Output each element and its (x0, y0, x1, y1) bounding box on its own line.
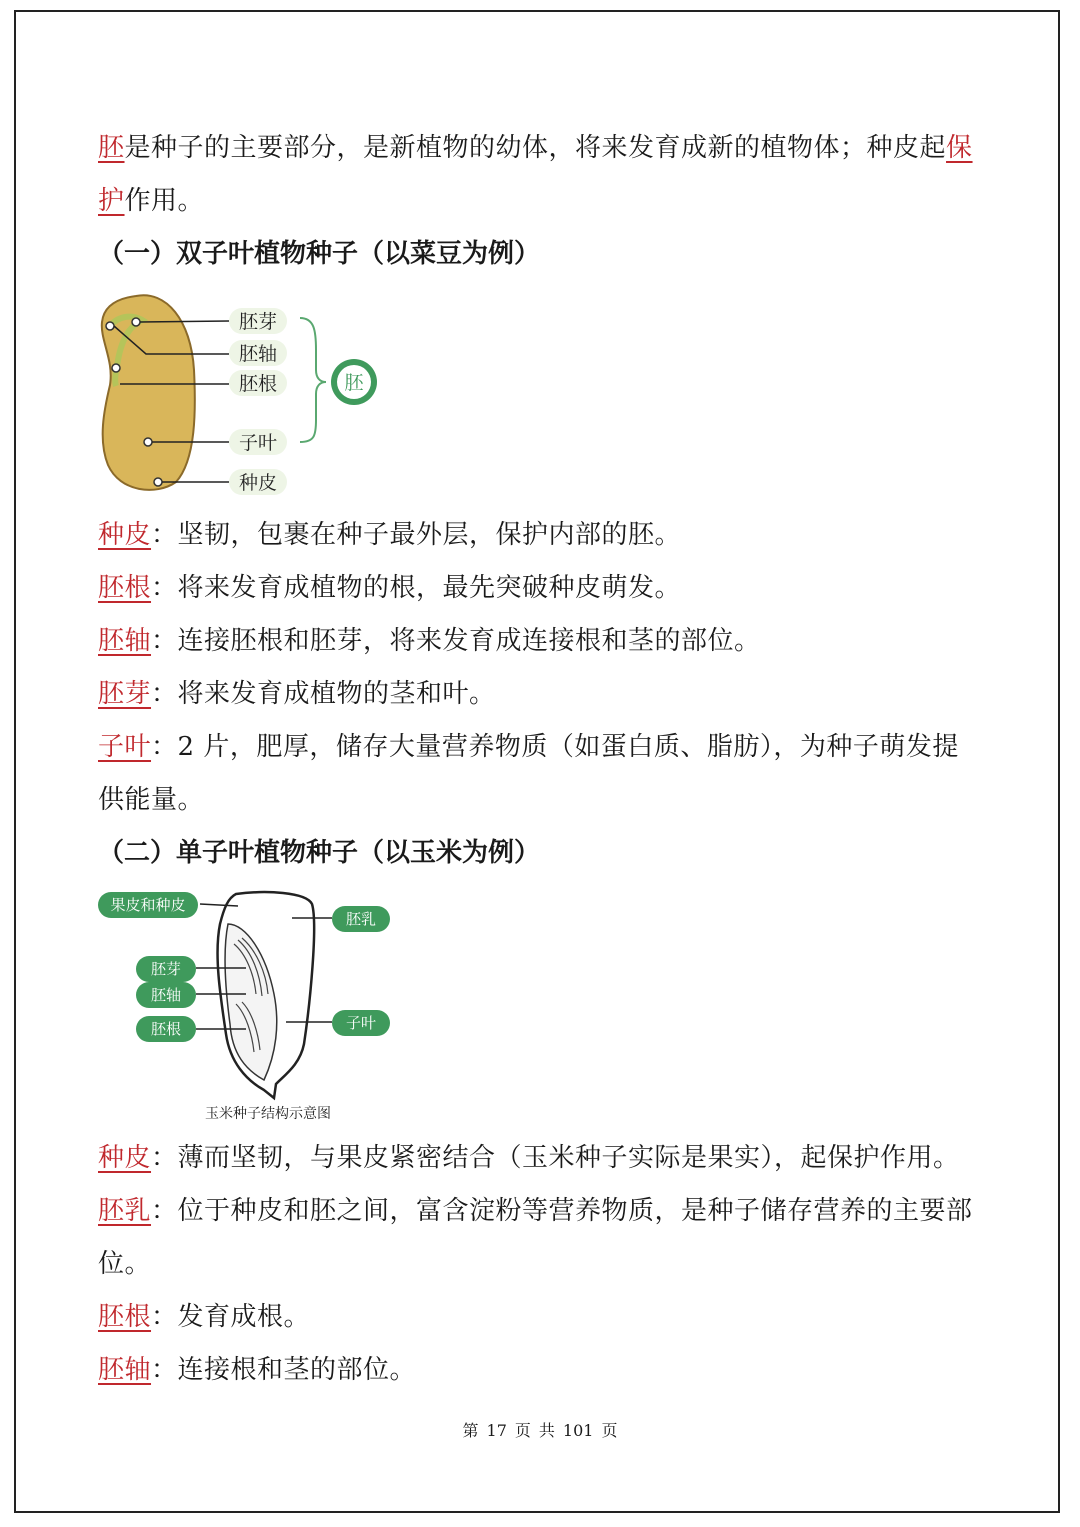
term-protect-b: 护 (98, 186, 125, 216)
svg-text:子叶: 子叶 (238, 432, 278, 454)
s1-item-cotyledon: 子叶：2 片，肥厚，储存大量营养物质（如蛋白质、脂肪），为种子萌发提 (98, 732, 959, 762)
embryo-brace (300, 318, 326, 442)
svg-text:胚根: 胚根 (150, 1020, 182, 1038)
bean-seed-body (102, 295, 195, 490)
bean-label-radicle (229, 370, 287, 396)
term-embryo: 胚 (98, 133, 125, 163)
svg-text:果皮和种皮: 果皮和种皮 (110, 896, 186, 914)
corn-label-axis (136, 982, 196, 1008)
svg-text:胚芽: 胚芽 (238, 311, 278, 333)
bean-label-cotyledon (229, 429, 287, 455)
s2-item-seed-coat: 种皮：薄而坚韧，与果皮紧密结合（玉米种子实际是果实），起保护作用。 (98, 1143, 960, 1173)
bean-label-axis (229, 340, 287, 366)
corn-label-radicle (136, 1016, 196, 1042)
page-footer: 第 17 页 共 101 页 (462, 1421, 618, 1440)
bean-label-coat (229, 469, 287, 495)
intro-line-2 (98, 181, 988, 221)
embryo-badge-label: 胚 (344, 372, 364, 394)
svg-text:胚轴: 胚轴 (150, 986, 182, 1004)
s2-item-radicle: 胚根：发育成根。 (98, 1302, 311, 1332)
s2-item-endosperm-cont: 位。 (98, 1249, 152, 1279)
intro-line-1 (98, 128, 988, 168)
bean-axis-dot (106, 322, 114, 330)
svg-text:胚根: 胚根 (238, 373, 278, 395)
bean-coat-dot (154, 478, 162, 486)
leader-plumule (140, 321, 229, 322)
page-number: 17 (486, 1421, 507, 1440)
bean-label-plumule (229, 308, 287, 334)
bean-seed-figure (96, 290, 396, 500)
corn-figure-caption: 玉米种子结构示意图 (205, 1106, 331, 1122)
svg-text:胚芽: 胚芽 (150, 960, 182, 978)
section2-heading: （二）单子叶植物种子（以玉米为例） (98, 838, 541, 868)
svg-text:子叶: 子叶 (345, 1014, 377, 1032)
s1-item-seed-coat: 种皮：坚韧，包裹在种子最外层，保护内部的胚。 (98, 520, 682, 550)
bean-cotyledon-dot (144, 438, 152, 446)
s1-item-plumule: 胚芽：将来发育成植物的茎和叶。 (98, 679, 496, 709)
intro-text-2: 作用。 (124, 186, 205, 216)
term-protect-a: 保 (946, 133, 973, 163)
bean-radicle-dot (112, 364, 120, 372)
corn-label-endosperm (332, 906, 390, 932)
s1-item-cotyledon-cont: 供能量。 (98, 785, 205, 815)
s2-item-endosperm: 胚乳：位于种皮和胚之间，富含淀粉等营养物质，是种子储存营养的主要部 (98, 1196, 973, 1226)
s1-item-radicle: 胚根：将来发育成植物的根，最先突破种皮萌发。 (98, 573, 682, 603)
svg-text:胚乳: 胚乳 (345, 910, 377, 928)
corn-label-cotyledon (332, 1010, 390, 1036)
corn-label-plumule (136, 956, 196, 982)
intro-text-1: 是种子的主要部分，是新植物的幼体，将来发育成新的植物体；种皮起 (124, 133, 947, 163)
svg-text:胚轴: 胚轴 (238, 343, 278, 365)
s2-item-hypocotyl: 胚轴：连接根和茎的部位。 (98, 1355, 417, 1385)
bean-plumule-dot (132, 318, 140, 326)
corn-label-pericarp (98, 892, 198, 918)
s1-item-hypocotyl: 胚轴：连接胚根和胚芽，将来发育成连接根和茎的部位。 (98, 626, 761, 656)
corn-seed-figure (96, 884, 396, 1124)
page-total: 101 (562, 1421, 594, 1440)
svg-text:种皮: 种皮 (238, 472, 278, 494)
section1-heading: （一）双子叶植物种子（以菜豆为例） (98, 239, 541, 269)
